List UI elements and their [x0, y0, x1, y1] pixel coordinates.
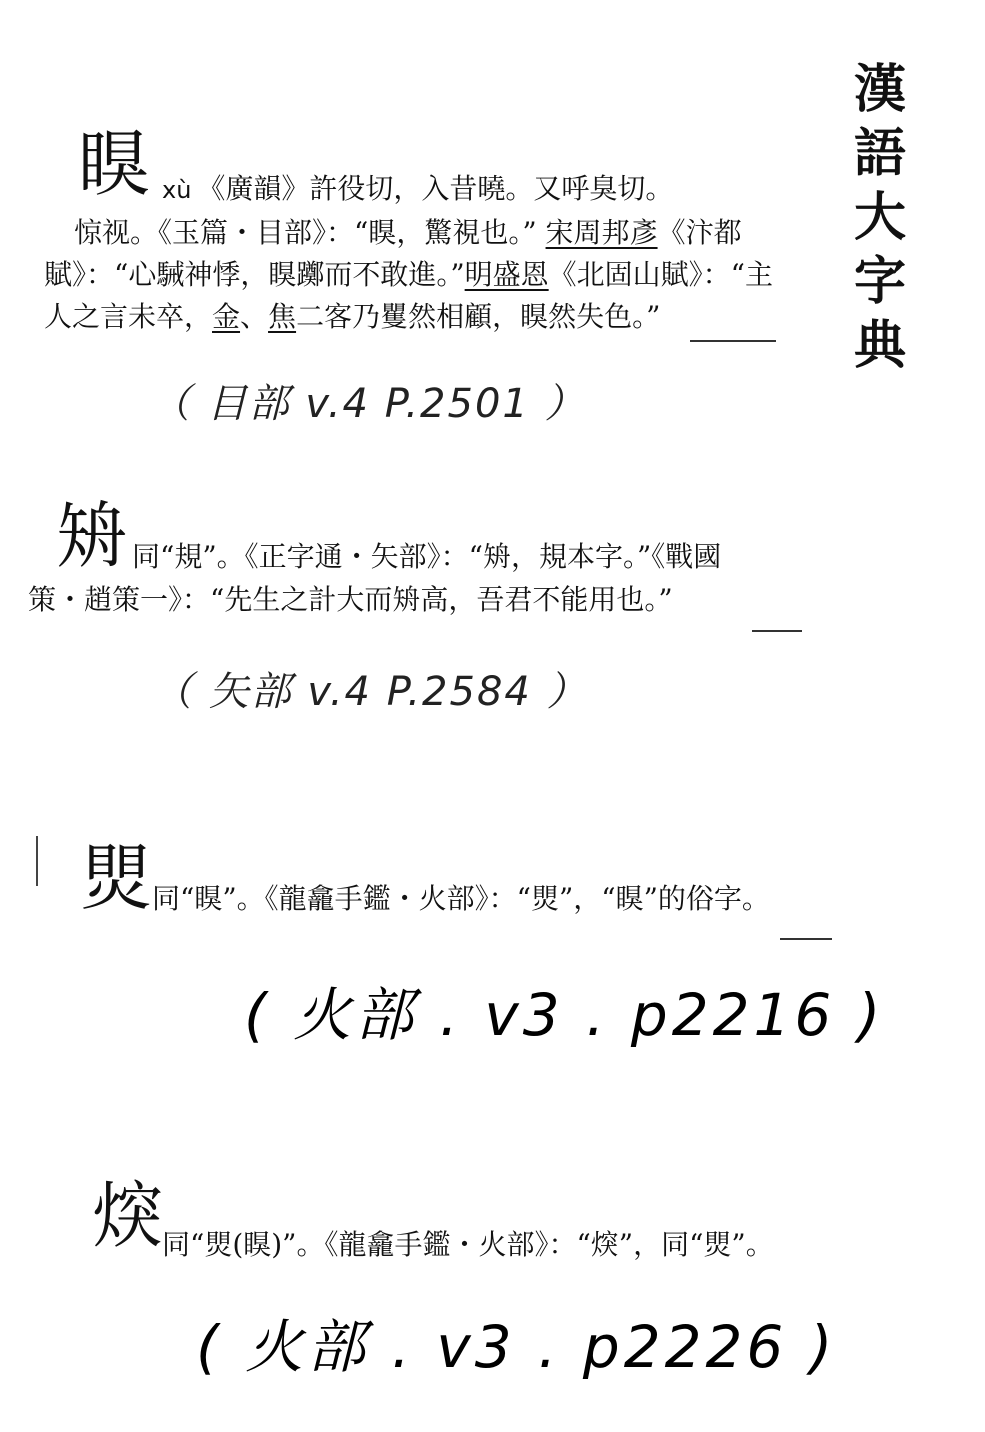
entry-1-person-name: 焦	[268, 300, 297, 333]
entry-2-line-2: 策・趙策一》：“先生之計大而矪高，吾君不能用也。”	[28, 583, 673, 616]
entry-3-handwritten-note: ( 火部 . v3 . p2216 )	[244, 981, 885, 1049]
entry-3-headword: 煛	[80, 836, 153, 920]
entry-1-line-1	[162, 172, 673, 207]
entry-1-person-name: 金	[212, 300, 241, 333]
entry-1-handwritten-note: （ 目部 v.4 P.2501 ）	[150, 381, 587, 427]
entry-1-text: 二客乃矍然相顧，瞁然失色。”	[296, 300, 661, 333]
entry-1-text: 《汴都	[657, 216, 742, 249]
entry-1-text: 、	[240, 300, 269, 333]
entry-1-person-name: 明盛恩	[464, 258, 549, 291]
entry-2-handwritten-note: （ 矢部 v.4 P.2584 ）	[152, 669, 589, 715]
entry-1-text: 賦》：“心駴神悸，瞁躑而不敢進。”	[44, 258, 465, 291]
entry-4-headword: 㷝	[92, 1174, 165, 1258]
entry-1-text: 人之言未卒，	[44, 300, 213, 333]
entry-4-line-1: 同“煛(瞁)”。《龍龕手鑑・火部》：“㷝”，同“煛”。	[162, 1228, 774, 1261]
margin-mark	[36, 836, 38, 886]
entry-1-text: 惊视。《玉篇・目部》：“瞁，驚視也。”	[74, 216, 537, 249]
entry-3-line-1: 同“瞁”。《龍龕手鑑・火部》：“煛”，“瞁”的俗字。	[152, 882, 770, 915]
divider	[690, 340, 776, 342]
divider	[752, 630, 802, 632]
entry-1-pinyin: xù	[162, 176, 192, 204]
entry-1-line-4	[44, 300, 660, 334]
entry-1-person-name: 宋周邦彥	[545, 216, 658, 249]
entry-2-line-1: 同“規”。《正字通・矢部》：“矪，規本字。”《戰國	[132, 540, 722, 573]
entry-1-text: 《廣韻》許役切，入昔曉。又呼臭切。	[197, 172, 674, 205]
entry-4-handwritten-note: ( 火部 . v3 . p2226 )	[196, 1313, 837, 1381]
divider	[780, 938, 832, 940]
entry-1-line-2	[74, 216, 742, 250]
entry-1-line-3	[44, 258, 773, 292]
entry-1-text: 《北固山賦》：“主	[548, 258, 773, 291]
entry-2-headword: 矪	[56, 494, 129, 578]
dictionary-title: 漢語大字典	[853, 60, 906, 376]
entry-1-headword: 瞁	[78, 122, 151, 206]
